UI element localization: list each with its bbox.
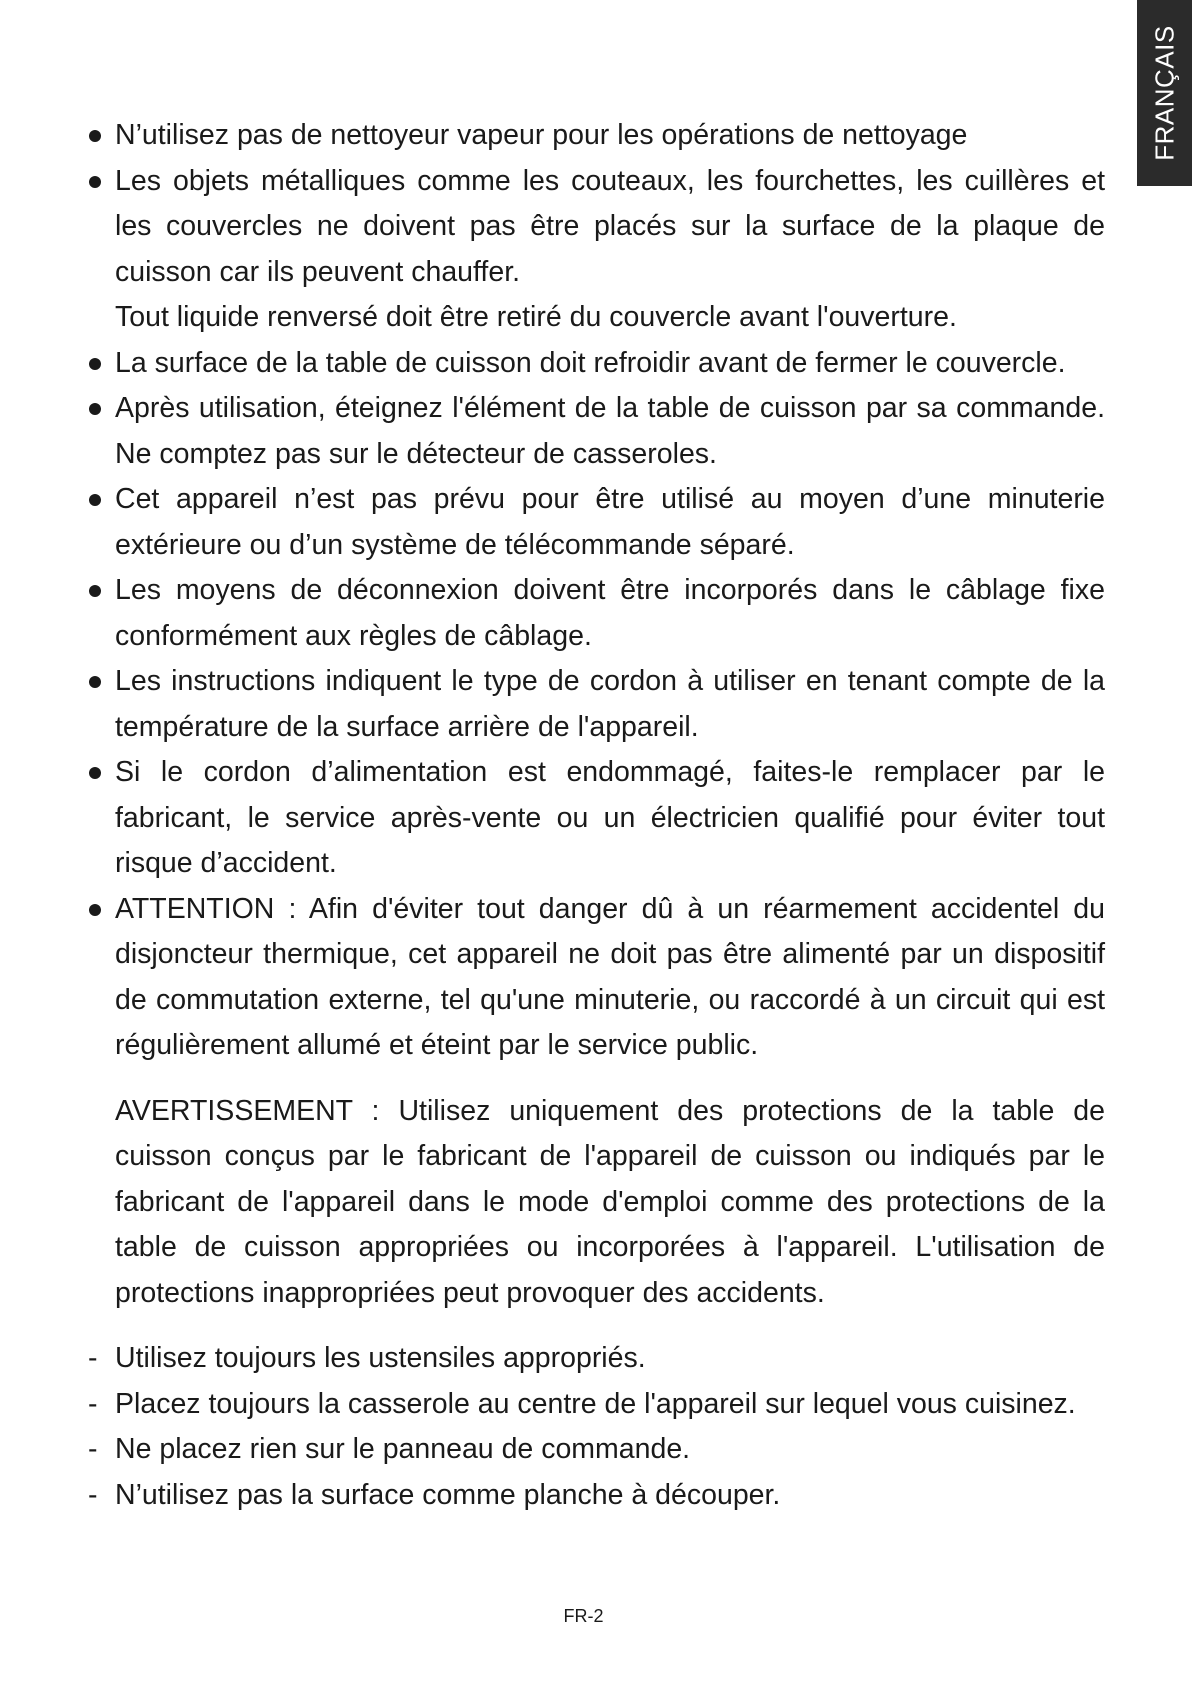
language-tab [1137, 0, 1192, 186]
list-item: Les instructions indiquent le type de cordon à utiliser en tenant compte de la température de la surface arrière de l'appareil. [115, 665, 1105, 743]
list-item: ATTENTION : Afin d'éviter tout danger dû à un réarmement accidentel du disjoncteur thermique, cet appareil ne doit pas être alimenté par un dispositif de commutation externe, tel qu'une minuterie, ou raccordé à un circuit qui est régulièrement allumé et éteint par le service public. AVERTISSEMENT : Utilisez uniquement des protections de la table de cuisson conçus par le fabricant de l'appareil de cuisson ou indiqués par le fabricant de l'appareil dans le mode d'emploi comme des protections de la table de cuisson appropriées ou incorporées à l'appareil. L'utilisation de protections inappropriées peut provoquer des accidents. [88, 887, 1105, 1317]
list-item: Si le cordon d’alimentation est endommagé, faites-le remplacer par le fabricant, le service après-vente ou un électricien qualifié pour éviter tout risque d’accident. [115, 756, 1105, 879]
list-item: La surface de la table de cuisson doit refroidir avant de fermer le couvercle. [115, 346, 1066, 379]
list-item: Cet appareil n’est pas prévu pour être utilisé au moyen d’une minuterie extérieure ou d’un système de télécommande séparé. [115, 483, 1105, 561]
warning-paragraph: AVERTISSEMENT : Utilisez uniquement des protections de la table de cuisson conçus par le fabricant de l'appareil de cuisson ou indiqués par le fabricant de l'appareil dans le mode d'emploi comme des protections de la table de cuisson appropriées ou incorporées à l'appareil. L'utilisation de protections inappropriées peut provoquer des accidents. [115, 1094, 1105, 1309]
list-item: Ne placez rien sur le panneau de commande. [115, 1433, 691, 1465]
list-item: Les moyens de déconnexion doivent être incorporés dans le câblage fixe conformément aux règles de câblage. [115, 574, 1105, 652]
list-item: Utilisez toujours les ustensiles appropriés. [115, 1342, 646, 1374]
list-item: N’utilisez pas la surface comme planche à découper. [115, 1478, 781, 1511]
list-item: Les objets métalliques comme les couteaux, les fourchettes, les cuillères et les couvercles ne doivent pas être placés sur la surface de la plaque de cuisson car ils peuvent chauffer. Tout liquide renversé doit être retiré du couvercle avant l'ouverture. [115, 164, 1105, 333]
language-tab-label: FRANÇAIS [1149, 25, 1179, 161]
page-footer [0, 1606, 1192, 1627]
list-item: N’utilisez pas de nettoyeur vapeur pour les opérations de nettoyage [115, 119, 968, 151]
list-item: Après utilisation, éteignez l'élément de la table de cuisson par sa commande. Ne comptez pas sur le détecteur de casseroles. [115, 392, 1105, 470]
list-item: Placez toujours la casserole au centre de l'appareil sur lequel vous cuisinez. [115, 1387, 1076, 1420]
instruction-list [88, 113, 1105, 1518]
page-number: FR-2 [563, 1606, 604, 1626]
